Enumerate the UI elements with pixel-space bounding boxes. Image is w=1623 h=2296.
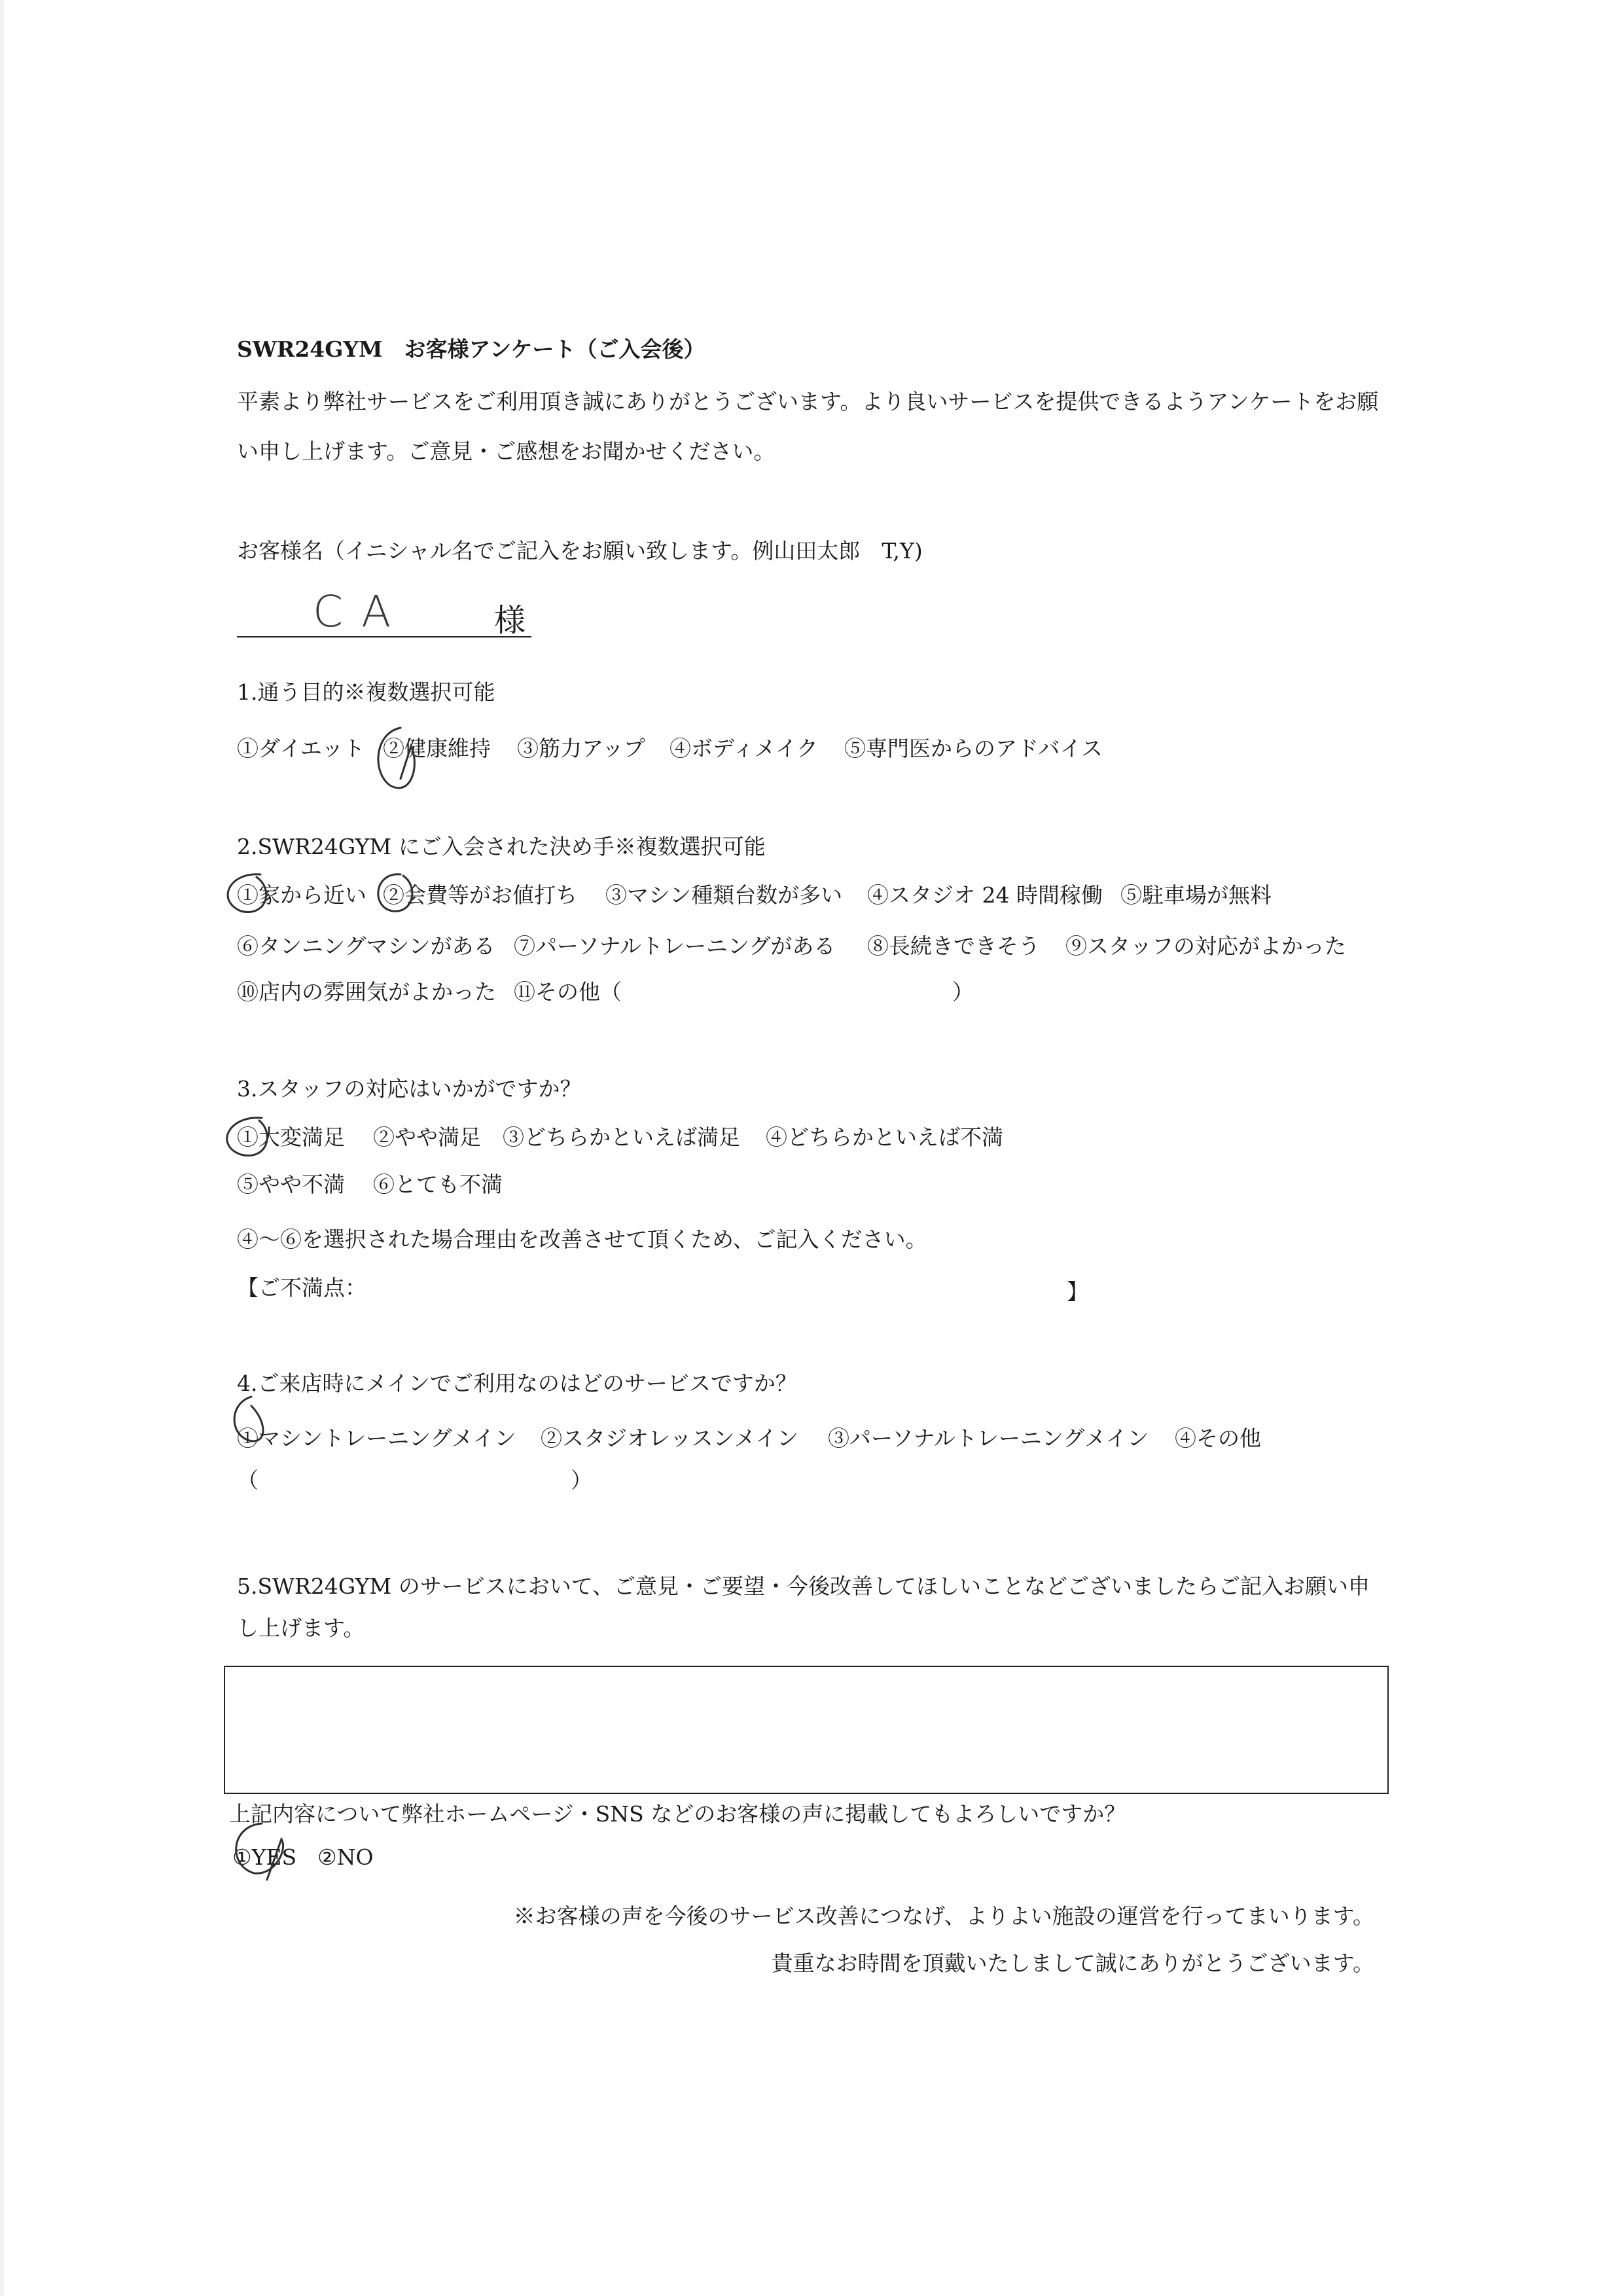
q2-option-1[interactable]: ①家から近い	[237, 882, 366, 908]
q3-note: ④～⑥を選択された場合理由を改善させて頂くため、ご記入ください。	[237, 1227, 927, 1252]
q3-heading: 3.スタッフの対応はいかがですか？	[237, 1076, 582, 1102]
q3-option-3[interactable]: ③どちらかといえば満足	[503, 1124, 740, 1150]
scan-edge	[0, 0, 4, 2296]
q1-option-2[interactable]: ②健康維持	[383, 736, 491, 761]
q5-heading-line-1: 5.SWR24GYM のサービスにおいて、ご意見・ご要望・今後改善してほしいことなどございましたらご記入お願い申	[237, 1573, 1370, 1599]
footer-line-1: ※お客様の声を今後のサービス改善につなげ、よりよい施設の運営を行ってまいります。	[513, 1903, 1374, 1929]
consent-no[interactable]: ②NO	[317, 1844, 374, 1870]
q3-option-1[interactable]: ①大変満足	[237, 1124, 345, 1150]
q4-option-2[interactable]: ②スタジオレッスンメイン	[541, 1426, 799, 1451]
q4-option-3[interactable]: ③パーソナルトレーニングメイン	[828, 1426, 1149, 1451]
q3-complaint-label: 【ご不満点：	[237, 1275, 366, 1300]
footer-line-2: 貴重なお時間を頂戴いたしまして誠にありがとうございます。	[771, 1950, 1374, 1976]
q5-answer-box[interactable]	[224, 1666, 1389, 1794]
q4-other-open: （	[237, 1467, 259, 1493]
q2-option-3[interactable]: ③マシン種類台数が多い	[605, 882, 843, 908]
q1-option-5[interactable]: ⑤専門医からのアドバイス	[844, 736, 1103, 761]
q2-option-2[interactable]: ②会費等がお値打ち	[383, 882, 577, 908]
q1-heading: 1.通う目的※複数選択可能	[237, 679, 495, 705]
consent-yes[interactable]: ①YES	[232, 1844, 297, 1870]
intro-line-1: 平素より弊社サービスをご利用頂き誠にありがとうございます。より良いサービスを提供できるようアンケートをお願	[237, 389, 1379, 414]
name-underline	[237, 636, 531, 637]
q2-option-11[interactable]: ⑪その他（	[514, 979, 622, 1005]
q3-complaint-close: 】	[1067, 1279, 1088, 1304]
q2-option-8[interactable]: ⑧長続きできそう	[867, 933, 1040, 959]
q1-option-1[interactable]: ①ダイエット	[237, 736, 365, 761]
q2-option-4[interactable]: ④スタジオ 24 時間稼働	[867, 882, 1103, 908]
name-handwritten[interactable]: CA	[313, 586, 410, 637]
q2-option-10[interactable]: ⑩店内の雰囲気がよかった	[237, 979, 496, 1005]
q2-heading: 2.SWR24GYM にご入会された決め手※複数選択可能	[237, 834, 766, 859]
q3-option-5[interactable]: ⑤やや不満	[237, 1172, 345, 1197]
name-suffix: 様	[494, 602, 526, 639]
name-label: お客様名（イニシャル名でご記入をお願い致します。例山田太郎 T,Y)	[237, 538, 923, 564]
q1-option-3[interactable]: ③筋力アップ	[517, 736, 645, 761]
q3-option-4[interactable]: ④どちらかといえば不満	[766, 1124, 1003, 1150]
q2-option-7[interactable]: ⑦パーソナルトレーニングがある	[514, 933, 836, 959]
q2-option-5[interactable]: ⑤駐車場が無料	[1120, 882, 1272, 908]
q1-option-4[interactable]: ④ボディメイク	[669, 736, 819, 761]
q3-option-2[interactable]: ②やや満足	[373, 1124, 481, 1150]
q3-option-6[interactable]: ⑥とても不満	[373, 1172, 503, 1197]
q4-heading: 4.ご来店時にメインでご利用なのはどのサービスですか？	[237, 1371, 797, 1396]
q4-option-4[interactable]: ④その他	[1175, 1426, 1261, 1451]
consent-question: 上記内容について弊社ホームページ・SNS などのお客様の声に掲載してもよろしいですか？	[229, 1801, 1126, 1827]
q4-option-1[interactable]: ①マシントレーニングメイン	[237, 1426, 516, 1451]
q4-other-close: ）	[571, 1467, 592, 1493]
q2-option-9[interactable]: ⑨スタッフの対応がよかった	[1065, 933, 1346, 959]
survey-title: SWR24GYM お客様アンケート（ご入会後）	[237, 336, 705, 362]
q2-other-close: ）	[952, 979, 974, 1005]
q2-option-6[interactable]: ⑥タンニングマシンがある	[237, 933, 495, 959]
intro-line-2: い申し上げます。ご意見・ご感想をお聞かせください。	[237, 439, 776, 464]
q5-heading-line-2: し上げます。	[237, 1615, 365, 1641]
